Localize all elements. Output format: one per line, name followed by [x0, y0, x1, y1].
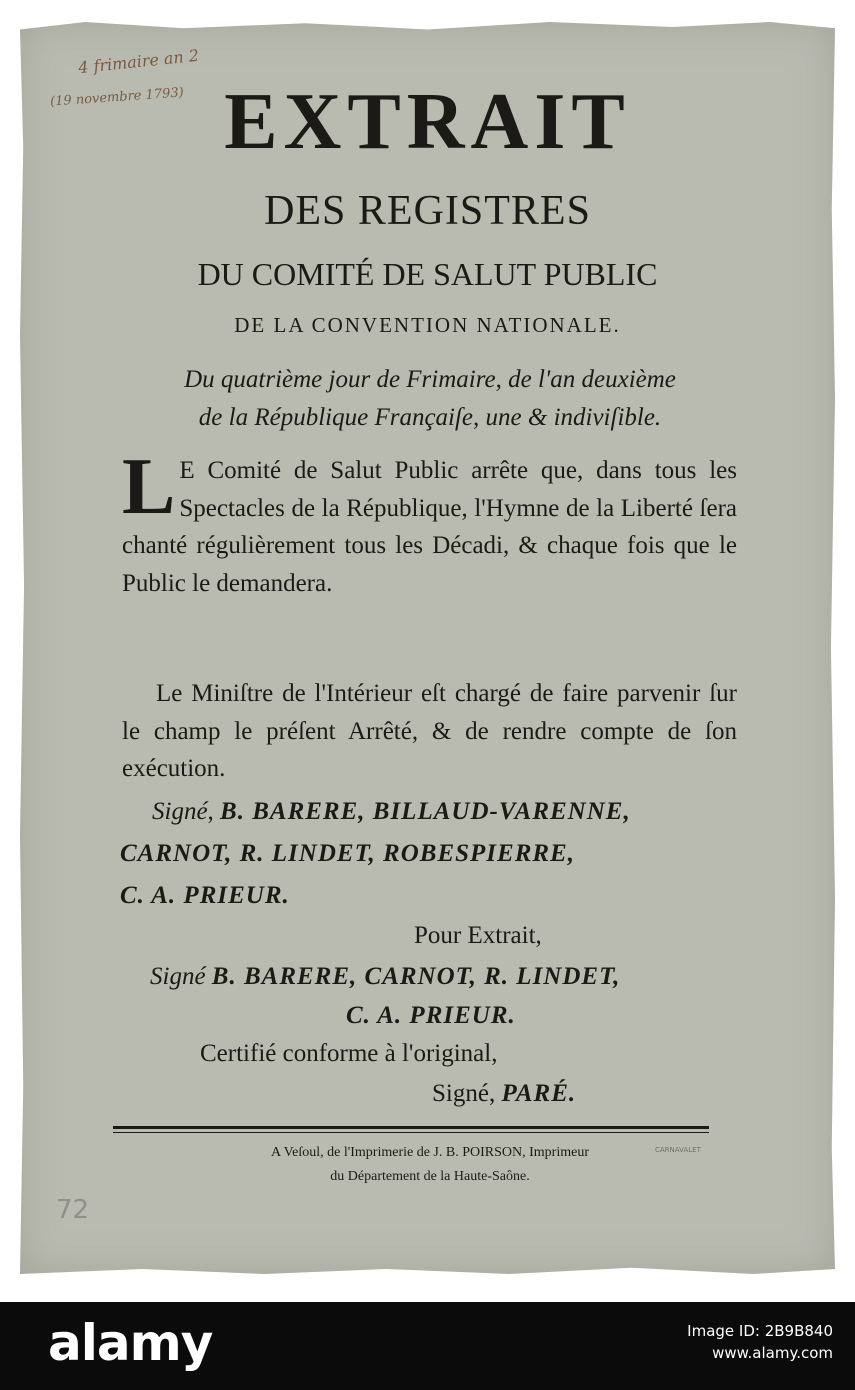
- signature-line-6: [432, 1080, 576, 1108]
- signe-label-2: Signé: [150, 963, 206, 990]
- pencil-mark: 72: [56, 1195, 90, 1225]
- image-id: Image ID: 2B9B840: [687, 1322, 833, 1340]
- pour-extrait: Pour Extrait,: [414, 922, 542, 949]
- site-url: www.alamy.com: [712, 1344, 833, 1362]
- drop-cap: L: [122, 443, 176, 531]
- decree-text-1: E Comité de Salut Public arrête que, dans tous les Spectacles de la République, l'Hymne de la Liberté ſera chanté régulièrement tous les Décadi, & chaque fois que le Public le demandera.: [122, 457, 737, 597]
- signature-line-2: [120, 840, 575, 868]
- signatories-2a: B. BARERE, CARNOT, R. LINDET,: [211, 963, 621, 990]
- museum-stamp: CARNAVALET: [655, 1146, 701, 1154]
- signature-line-3: [120, 882, 290, 910]
- signatories-1a: B. BARERE, BILLAUD-VARENNE,: [220, 798, 631, 825]
- convention-heading: DE LA CONVENTION NATIONALE.: [234, 313, 621, 337]
- decree-paragraph-1: [122, 443, 737, 602]
- handwritten-note-line1: 4 frimaire an 2: [77, 45, 200, 78]
- signature-line-4: [150, 963, 620, 991]
- date-line-2: de la République Françaiſe, une & indiviſible.: [198, 404, 662, 431]
- signatories-1b: CARNOT, R. LINDET, ROBESPIERRE,: [120, 840, 575, 867]
- printer-line-1: A Veſoul, de l'Imprimerie de J. B. POIRSON, Imprimeur: [270, 1145, 589, 1160]
- poster-subtitle: DES REGISTRES: [264, 188, 591, 234]
- committee-heading: DU COMITÉ DE SALUT PUBLIC: [197, 256, 658, 292]
- certification-line: Certifié conforme à l'original,: [200, 1040, 498, 1067]
- signature-line-5: [346, 1002, 516, 1030]
- poster-title: EXTRAIT: [224, 78, 631, 166]
- signe-label-3: Signé,: [432, 1080, 496, 1107]
- date-line-1: Du quatrième jour de Frimaire, de l'an deuxième: [184, 366, 676, 393]
- alamy-logo: alamy: [48, 1314, 213, 1372]
- signature-line-1: Signé, B. BARERE, BILLAUD-VARENNE,: [152, 798, 631, 825]
- signatories-2b: C. A. PRIEUR.: [346, 1002, 516, 1029]
- watermark-info: [687, 1320, 833, 1364]
- handwritten-note-line2: (19 novembre 1793): [49, 85, 185, 110]
- divider-thin: [113, 1132, 709, 1133]
- decree-paragraph-2: Le Miniſtre de l'Intérieur eſt chargé de faire parvenir ſur le champ le préſent Arrêté, & de rendre compte de ſon exécution.: [122, 680, 737, 782]
- divider-thick: [113, 1126, 709, 1129]
- signe-label-1: Signé: [152, 798, 208, 825]
- signatory-pare: PARÉ.: [501, 1080, 577, 1107]
- printer-line-2: du Département de la Haute-Saône.: [330, 1169, 530, 1184]
- signatories-1c: C. A. PRIEUR.: [120, 882, 290, 909]
